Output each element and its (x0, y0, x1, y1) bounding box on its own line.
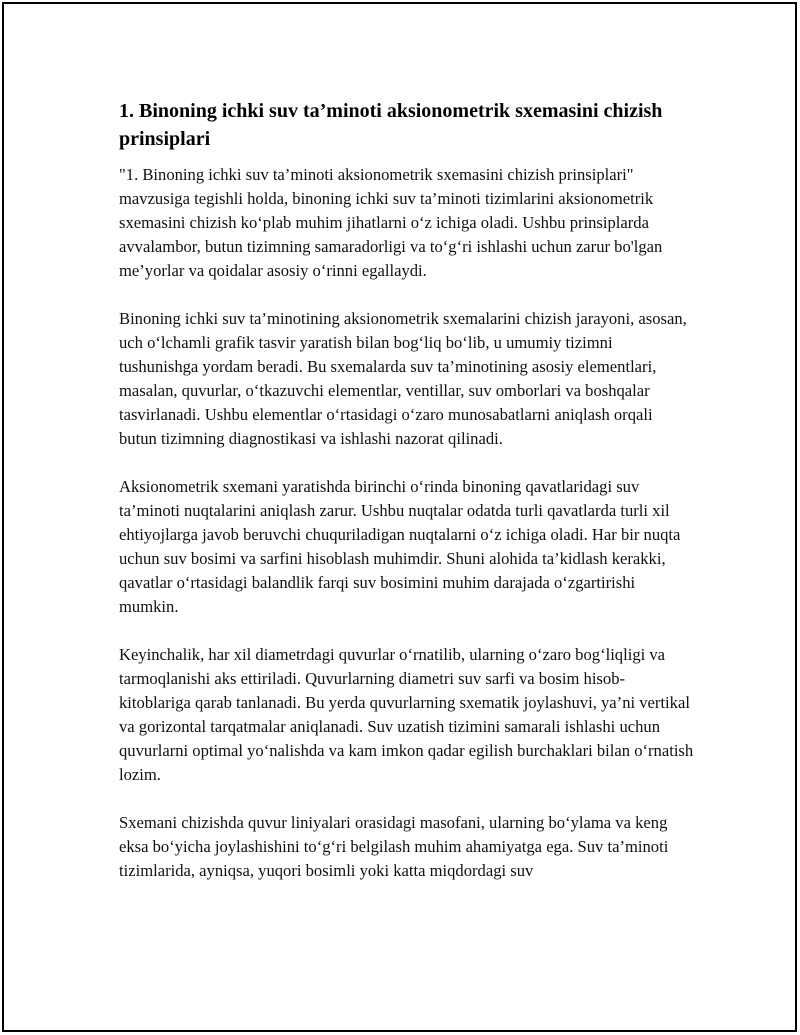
paragraph-1: "1. Binoning ichki suv ta’minoti aksionometrik sxemasini chizish prinsiplari" mavzusiga tegishli holda, binoning ichki suv ta’minoti tizimlarini aksionometrik sxemasini chizish ko‘plab muhim jihatlarni o‘z ichiga oladi. Ushbu prinsiplarda avvalambor, butun tizimning samaradorligi va to‘g‘ri ishlashi uchun zarur bo'lgan me’yorlar va qoidalar asosiy o‘rinni egallaydi. (119, 165, 663, 280)
paragraph-4: Keyinchalik, har xil diametrdagi quvurlar o‘rnatilib, ularning o‘zaro bog‘liqligi va tarmoqlanishi aks ettiriladi. Quvurlarning diametri suv sarfi va bosim hisob-kitoblariga qarab tanlanadi. Bu yerda quvurlarning sxematik joylashuvi, ya’ni vertikal va gorizontal tarqatmalar aniqlanadi. Suv uzatish tizimini samarali ishlashi uchun quvurlarni optimal yo‘nalishda va kam imkon qadar egilish burchaklari bilan o‘rnatish lozim. (119, 645, 694, 784)
document-content (119, 97, 694, 907)
document-page (2, 2, 797, 1032)
section-heading: 1. Binoning ichki suv ta’minoti aksionometrik sxemasini chizish prinsiplari (119, 100, 663, 150)
paragraph-5: Sxemani chizishda quvur liniyalari orasidagi masofani, ularning bo‘ylama va keng eksa bo‘yicha joylashishini to‘g‘ri belgilash muhim ahamiyatga ega. Suv ta’minoti tizimlarida, ayniqsa, yuqori bosimli yoki katta miqdordagi suv (119, 813, 669, 880)
paragraph-3: Aksionometrik sxemani yaratishda birinchi o‘rinda binoning qavatlaridagi suv ta’minoti nuqtalarini aniqlash zarur. Ushbu nuqtalar odatda turli qavatlarda turli xil ehtiyojlarga javob beruvchi chuquriladigan nuqtalarni o‘z ichiga oladi. Har bir nuqta uchun suv bosimi va sarfini hisoblash muhimdir. Shuni alohida ta’kidlash kerakki, qavatlar o‘rtasidagi balandlik farqi suv bosimini muhim darajada o‘zgartirishi mumkin. (119, 477, 681, 616)
paragraph-2: Binoning ichki suv ta’minotining aksionometrik sxemalarini chizish jarayoni, asosan, uch o‘lchamli grafik tasvir yaratish bilan bog‘liq bo‘lib, u umumiy tizimni tushunishga yordam beradi. Bu sxemalarda suv ta’minotining asosiy elementlari, masalan, quvurlar, o‘tkazuvchi elementlar, ventillar, suv omborlari va boshqalar tasvirlanadi. Ushbu elementlar o‘rtasidagi o‘zaro munosabatlarni aniqlash orqali butun tizimning diagnostikasi va ishlashi nazorat qilinadi. (119, 309, 687, 448)
